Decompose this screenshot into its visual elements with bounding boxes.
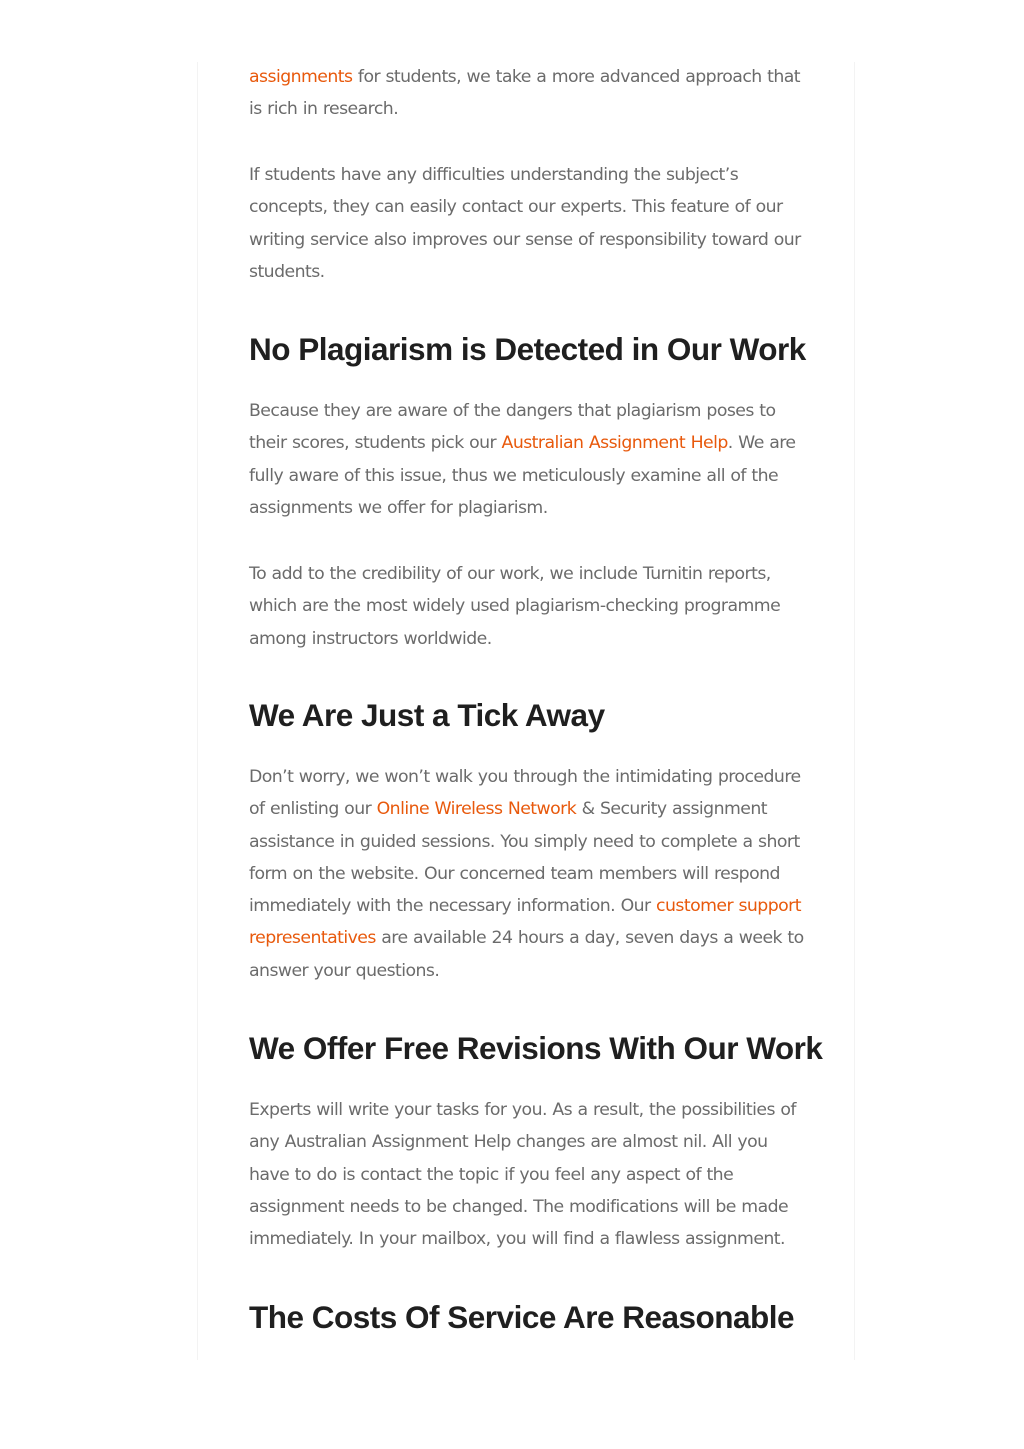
paragraph-plagiarism-2: To add to the credibility of our work, we include Turnitin reports, which are the most widely used plagiarism-checking programme among instructors worldwide. <box>249 564 781 649</box>
heading-reasonable-costs: The Costs Of Service Are Reasonable <box>249 1299 795 1335</box>
australian-assignment-help-link[interactable]: Australian Assignment Help <box>501 433 728 454</box>
paragraph-free-revisions: Experts will write your tasks for you. As a result, the possibilities of any Australian Assignment Help changes are almost nil. All you have to do is contact the topic if you feel any aspect of the assignment needs to be changed. The modifications will be made immediately. In your mailbox, you will find a flawless assignment. <box>249 1100 796 1250</box>
paragraph-experts: If students have any difficulties understanding the subject’s concepts, they can easily contact our experts. This feature of our writing service also improves our sense of responsibility toward our students. <box>249 165 801 282</box>
paragraph-plagiarism-1 <box>249 395 809 524</box>
heading-no-plagiarism: No Plagiarism is Detected in Our Work <box>249 331 806 367</box>
paragraph-tick-after: are available 24 hours a day, seven days a week to answer your questions. <box>249 928 804 981</box>
paragraph-plagiarism-1-after: . We are fully aware of this issue, thus we meticulously examine all of the assignments we offer for plagiarism. <box>249 433 796 518</box>
paragraph-intro-end <box>249 61 809 126</box>
online-wireless-network-link[interactable]: Online Wireless Network <box>376 799 577 820</box>
customer-support-link[interactable]: customer support representatives <box>249 896 801 949</box>
paragraph-plagiarism-1-before: Because they are aware of the dangers that plagiarism poses to their scores, students pick our <box>249 401 776 454</box>
heading-tick-away: We Are Just a Tick Away <box>249 697 605 733</box>
paragraph-tick-before: Don’t worry, we won’t walk you through the intimidating procedure of enlisting our <box>249 767 801 820</box>
paragraph-intro-end-text: for students, we take a more advanced approach that is rich in research. <box>249 67 801 120</box>
assignments-link[interactable]: assignments <box>249 67 353 87</box>
paragraph-tick-middle: & Security assignment assistance in guided sessions. You simply need to complete a short form on the website. Our concerned team members will respond immediately with the necessary information. Our <box>249 799 800 917</box>
heading-free-revisions: We Offer Free Revisions With Our Work <box>249 1030 823 1066</box>
paragraph-tick-away <box>249 761 809 987</box>
